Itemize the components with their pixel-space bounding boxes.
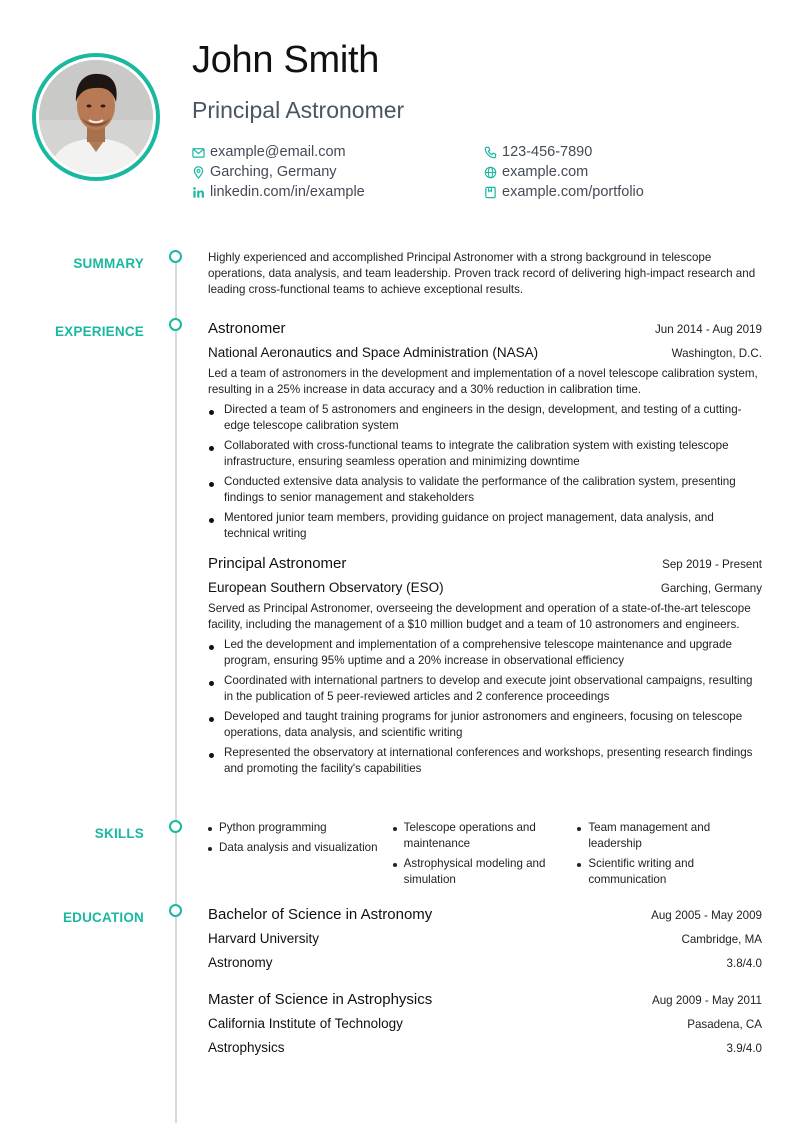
list-item: Represented the observatory at international conferences and workshops, presenting research findings and promoting the facility's capabilities <box>208 745 762 777</box>
skill-item: Telescope operations and maintenance <box>393 820 578 852</box>
contact-email-text: example@email.com <box>210 144 346 160</box>
section-label-education: EDUCATION <box>62 910 144 925</box>
list-item: Conducted extensive data analysis to validate the performance of the calibration system, presenting findings to senior management and stakeholders <box>208 474 762 506</box>
timeline-dot-education <box>169 904 182 917</box>
school-name: California Institute of Technology <box>208 1016 403 1031</box>
experience-section <box>208 319 762 781</box>
education-entry <box>208 905 762 976</box>
job-dates: Sep 2019 - Present <box>662 558 762 571</box>
skill-item: Astrophysical modeling and simulation <box>393 856 578 888</box>
contact-website-text: example.com <box>502 164 589 180</box>
job-description: Served as Principal Astronomer, overseeing the development and operation of a state-of-the-art telescope facility, including the management of a $10 million budget and a team of 10 astronomers and engineers. <box>208 602 751 631</box>
list-item: Coordinated with international partners to develop and execute joint observational campaigns, resulting in the publication of 5 peer-reviewed articles and 2 conference proceedings <box>208 673 762 705</box>
gpa: 3.9/4.0 <box>726 1041 762 1055</box>
skills-column <box>577 820 762 892</box>
candidate-title: Principal Astronomer <box>192 97 405 123</box>
section-label-summary: SUMMARY <box>73 256 144 271</box>
timeline-line <box>175 256 177 1123</box>
skills-column <box>393 820 578 892</box>
contact-linkedin[interactable] <box>192 182 365 202</box>
job-organization: National Aeronautics and Space Administration (NASA) <box>208 345 539 360</box>
portfolio-icon <box>484 186 497 199</box>
job-title: Principal Astronomer <box>208 555 347 572</box>
job-dates: Jun 2014 - Aug 2019 <box>654 323 762 336</box>
degree-title: Bachelor of Science in Astronomy <box>208 906 433 923</box>
list-item: Mentored junior team members, providing guidance on project management, data analysis, and technical writing <box>208 510 762 542</box>
contact-portfolio[interactable] <box>484 182 644 202</box>
skills-grid <box>208 820 762 892</box>
globe-icon <box>484 166 497 179</box>
skills-column <box>208 820 393 892</box>
school-name: Harvard University <box>208 931 320 946</box>
job-location: Garching, Germany <box>660 582 762 595</box>
job-description: Led a team of astronomers in the development and implementation of a novel telescope calibration system, resulting in a 25% increase in data accuracy and a 30% reduction in calibration time. <box>208 367 758 396</box>
section-label-skills: SKILLS <box>94 826 144 841</box>
contact-website[interactable] <box>484 162 588 182</box>
degree-title: Master of Science in Astrophysics <box>208 991 433 1008</box>
contact-phone-text: 123-456-7890 <box>502 144 593 160</box>
skill-item: Team management and leadership <box>577 820 762 852</box>
field-of-study: Astrophysics <box>208 1039 285 1055</box>
avatar <box>39 60 153 174</box>
skill-item: Scientific writing and communication <box>577 856 762 888</box>
skill-item: Python programming <box>208 820 393 836</box>
summary-section <box>208 250 762 298</box>
education-entry <box>208 990 762 1061</box>
contact-linkedin-text: linkedin.com/in/example <box>210 184 365 200</box>
job-title: Astronomer <box>208 320 286 337</box>
school-location: Cambridge, MA <box>681 933 762 946</box>
skills-section <box>208 820 762 892</box>
school-location: Pasadena, CA <box>687 1018 762 1031</box>
contact-portfolio-text: example.com/portfolio <box>502 184 644 200</box>
timeline-dot-skills <box>169 820 182 833</box>
contact-phone[interactable] <box>484 142 592 162</box>
field-of-study: Astronomy <box>208 954 273 970</box>
contact-location-text: Garching, Germany <box>210 164 337 180</box>
list-item: Directed a team of 5 astronomers and engineers in the design, development, and testing of a cutting-edge telescope calibration system <box>208 402 762 434</box>
timeline-dot-experience <box>169 318 182 331</box>
job-bullets <box>208 637 762 777</box>
contact-location <box>192 162 337 182</box>
timeline-dot-summary <box>169 250 182 263</box>
phone-icon <box>484 146 497 159</box>
list-item: Collaborated with cross-functional teams to integrate the calibration system with existing telescope infrastructure, ensuring seamless operation and minimizing downtime <box>208 438 762 470</box>
profile-photo-frame <box>32 53 160 181</box>
skill-item: Data analysis and visualization <box>208 840 393 856</box>
list-item: Led the development and implementation of a comprehensive telescope maintenance and upgrade program, ensuring 95% uptime and a 20% increase in observational efficiency <box>208 637 762 669</box>
job-bullets <box>208 402 762 542</box>
education-dates: Aug 2005 - May 2009 <box>651 909 762 922</box>
map-pin-icon <box>192 166 205 179</box>
contact-email[interactable] <box>192 142 346 162</box>
list-item: Developed and taught training programs for junior astronomers and engineers, focusing on telescope operations, data analysis, and scientific writing <box>208 709 762 741</box>
job-organization: European Southern Observatory (ESO) <box>208 580 444 595</box>
summary-text: Highly experienced and accomplished Principal Astronomer with a strong background in telescope operations, data analysis, and team leadership. Proven track record of delivering high-impact research and leading cross-functional teams to achieve exceptional results. <box>208 251 756 296</box>
mail-icon <box>192 146 205 159</box>
linkedin-icon <box>192 186 205 199</box>
job-location: Washington, D.C. <box>671 347 762 360</box>
gpa: 3.8/4.0 <box>726 956 762 970</box>
experience-entry <box>208 554 762 777</box>
education-section <box>208 905 762 1075</box>
education-dates: Aug 2009 - May 2011 <box>652 994 762 1007</box>
experience-entry <box>208 319 762 542</box>
candidate-name: John Smith <box>192 39 380 81</box>
section-label-experience: EXPERIENCE <box>54 324 144 339</box>
